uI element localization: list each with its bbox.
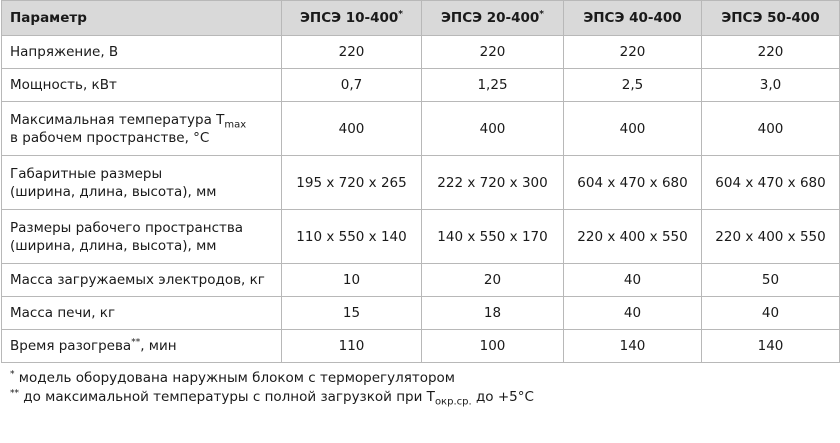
cell-value: 3,0 (702, 69, 840, 102)
footnote-mark: * (539, 9, 544, 20)
row-overall-dimensions (2, 156, 840, 210)
row-voltage (2, 36, 840, 69)
footnote-subscript: окр.ср. (434, 396, 472, 408)
row-oven-mass (2, 297, 840, 330)
cell-value: 20 (422, 264, 564, 297)
cell-value: 220 (282, 36, 422, 69)
row-heatup-time (2, 330, 840, 363)
model-name: ЭПСЭ 20-400 (440, 10, 540, 26)
cell-value: 400 (422, 102, 564, 156)
footnotes (10, 369, 840, 407)
footnote-mark: ** (131, 337, 141, 348)
cell-value: 400 (282, 102, 422, 156)
row-max-temperature (2, 102, 840, 156)
header-model-1 (282, 1, 422, 36)
footnote-1 (10, 369, 840, 388)
model-name: ЭПСЭ 50-400 (721, 10, 820, 26)
cell-value: 222 x 720 x 300 (422, 156, 564, 210)
row-label (2, 210, 282, 264)
header-row (2, 1, 840, 36)
footnote-text: модель оборудована наружным блоком с терморегулятором (14, 370, 455, 386)
model-name: ЭПСЭ 40-400 (583, 10, 682, 26)
label-line-2: (ширина, длина, высота), мм (10, 183, 217, 200)
label-line-2: в рабочем пространстве, °C (10, 129, 210, 146)
footnote-mark: ** (10, 388, 19, 399)
cell-value: 2,5 (564, 69, 702, 102)
header-param: Параметр (2, 1, 282, 36)
cell-value: 110 (282, 330, 422, 363)
cell-value: 40 (564, 297, 702, 330)
cell-value: 220 (564, 36, 702, 69)
cell-value: 220 (422, 36, 564, 69)
label-text: , мин (140, 338, 177, 354)
footnote-mark: * (398, 9, 403, 20)
label-text: Время разогрева (10, 338, 132, 354)
label-line-1: Максимальная температура T (10, 111, 225, 128)
cell-value: 400 (564, 102, 702, 156)
footnote-text: до +5°C (471, 389, 534, 405)
row-electrode-mass (2, 264, 840, 297)
cell-value: 140 (702, 330, 840, 363)
footnote-mark: * (10, 369, 15, 380)
cell-value: 220 x 400 x 550 (702, 210, 840, 264)
cell-value: 0,7 (282, 69, 422, 102)
row-label (2, 102, 282, 156)
model-name: ЭПСЭ 10-400 (299, 10, 399, 26)
header-model-2 (422, 1, 564, 36)
footnote-2 (10, 388, 840, 407)
spec-table (1, 0, 840, 363)
label-line-1: Размеры рабочего пространства (10, 219, 244, 236)
row-label: Мощность, кВт (2, 69, 282, 102)
label-line-2: (ширина, длина, высота), мм (10, 237, 217, 254)
row-label: Масса загружаемых электродов, кг (2, 264, 282, 297)
cell-value: 195 x 720 x 265 (282, 156, 422, 210)
cell-value: 15 (282, 297, 422, 330)
cell-value: 604 x 470 x 680 (564, 156, 702, 210)
cell-value: 110 x 550 x 140 (282, 210, 422, 264)
cell-value: 140 x 550 x 170 (422, 210, 564, 264)
row-workspace-dimensions (2, 210, 840, 264)
label-line-1: Габаритные размеры (10, 165, 163, 182)
cell-value: 40 (564, 264, 702, 297)
cell-value: 10 (282, 264, 422, 297)
cell-value: 50 (702, 264, 840, 297)
cell-value: 220 x 400 x 550 (564, 210, 702, 264)
cell-value: 100 (422, 330, 564, 363)
header-model-4 (702, 1, 840, 36)
cell-value: 18 (422, 297, 564, 330)
cell-value: 40 (702, 297, 840, 330)
row-label: Напряжение, В (2, 36, 282, 69)
row-label: Масса печи, кг (2, 297, 282, 330)
row-label (2, 156, 282, 210)
cell-value: 1,25 (422, 69, 564, 102)
cell-value: 140 (564, 330, 702, 363)
cell-value: 220 (702, 36, 840, 69)
header-model-3 (564, 1, 702, 36)
row-power (2, 69, 840, 102)
label-subscript: max (224, 119, 247, 131)
row-label (2, 330, 282, 363)
cell-value: 604 x 470 x 680 (702, 156, 840, 210)
cell-value: 400 (702, 102, 840, 156)
footnote-text: до максимальной температуры с полной загрузкой при T (19, 389, 435, 405)
